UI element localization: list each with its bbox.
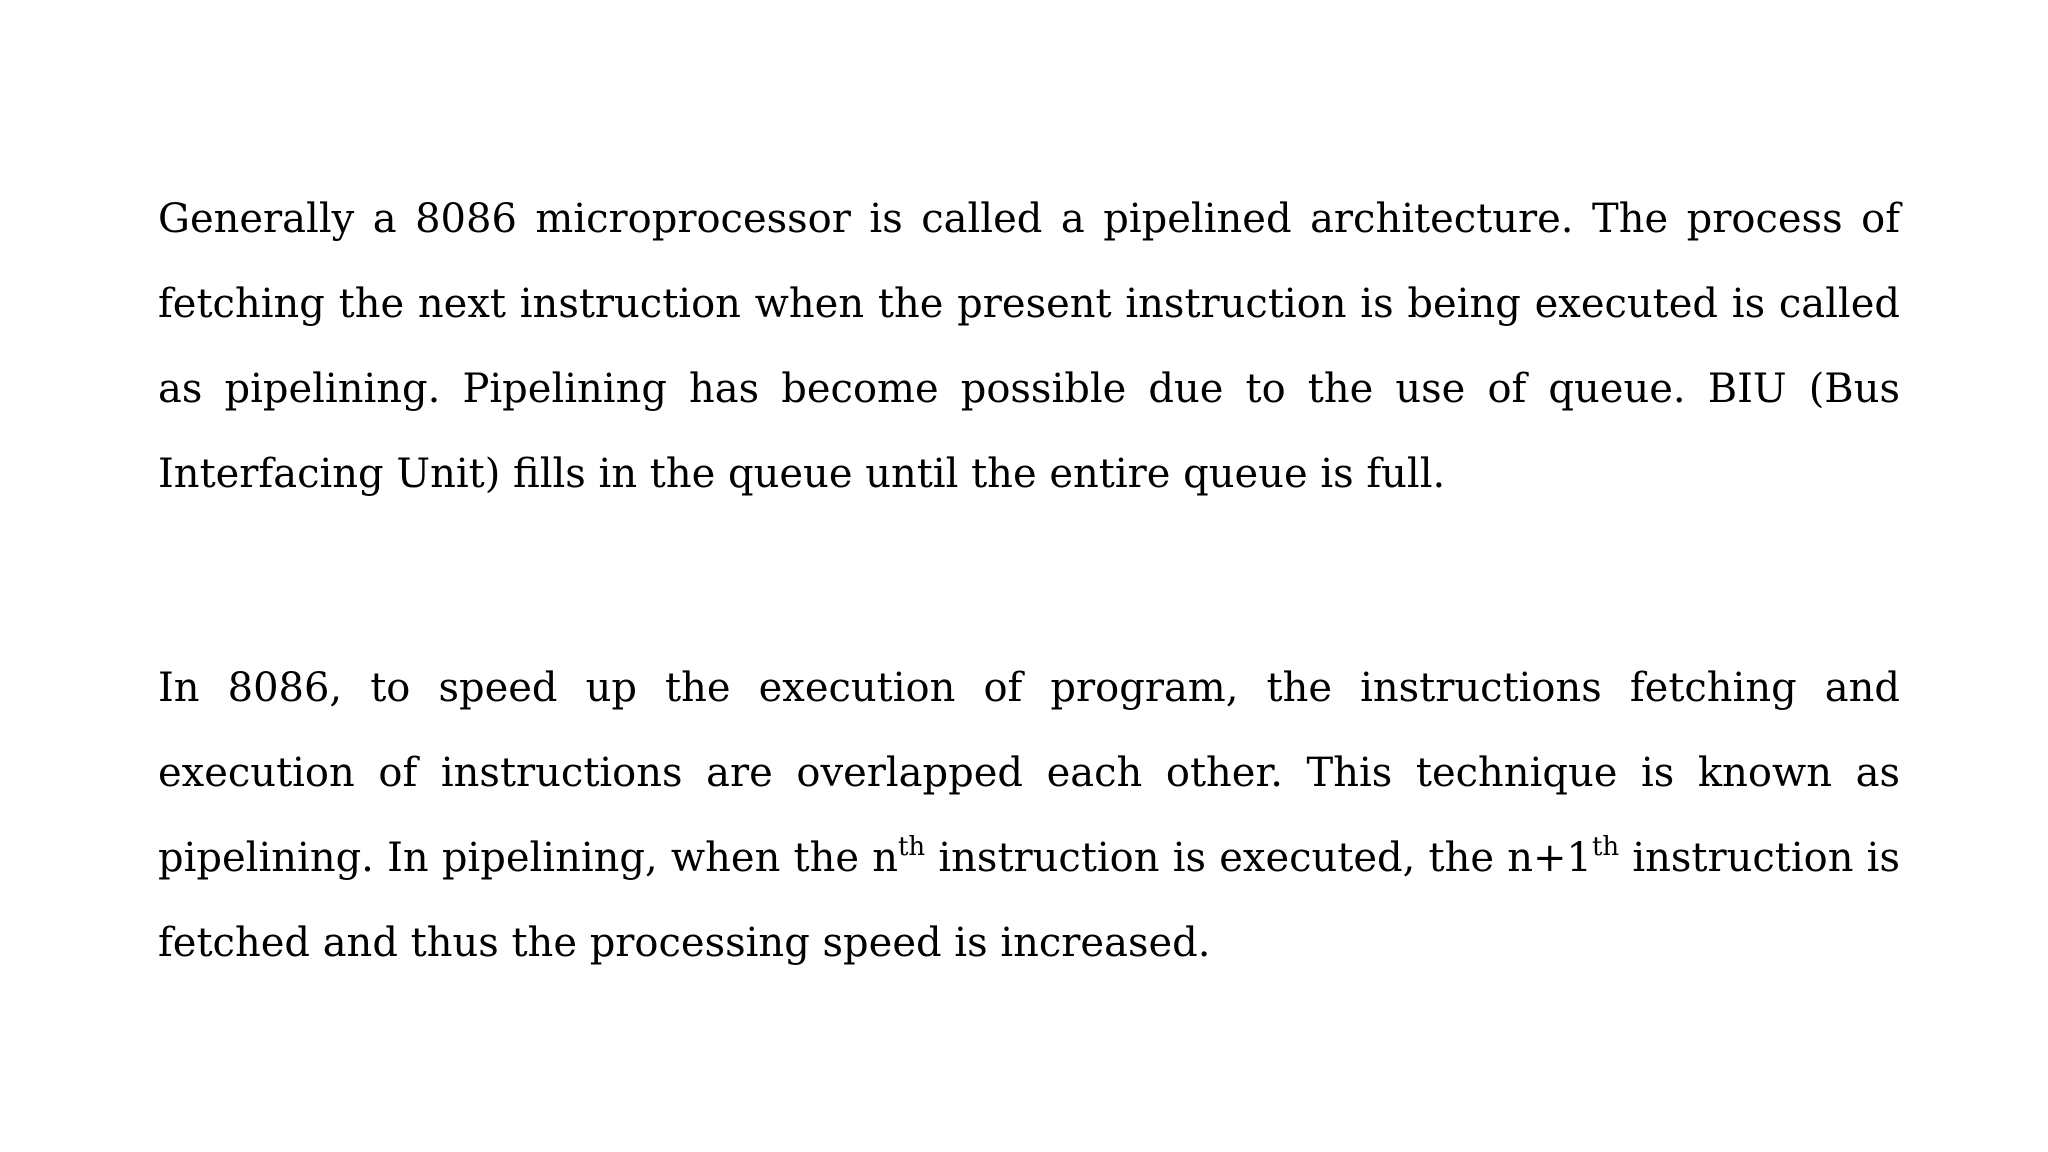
paragraph-pipelined-architecture: Generally a 8086 microprocessor is called a pipelined architecture. The process of fetching the next instruction when the present instruction is being executed is called as pipelining. Pipelining has become possible due to the use of queue. BIU (Bus Interfacing Unit) fills in the queue until the entire queue is full. [158,196,1900,497]
paragraph2-part2: instruction is executed, the n+1 [925,835,1592,881]
paragraph2-part1: In 8086, to speed up the execution of program, the instructions fetching and execution of instructions are overlapped each other. This technique is known as pipelining. In pipelining, when the n [158,665,1900,881]
superscript-th-1: th [897,831,926,862]
paragraph-pipelining-8086 [158,646,1900,986]
paragraph2-part3: instruction is fetched and thus the processing speed is increased. [158,835,1900,966]
superscript-th-2: th [1591,831,1620,862]
